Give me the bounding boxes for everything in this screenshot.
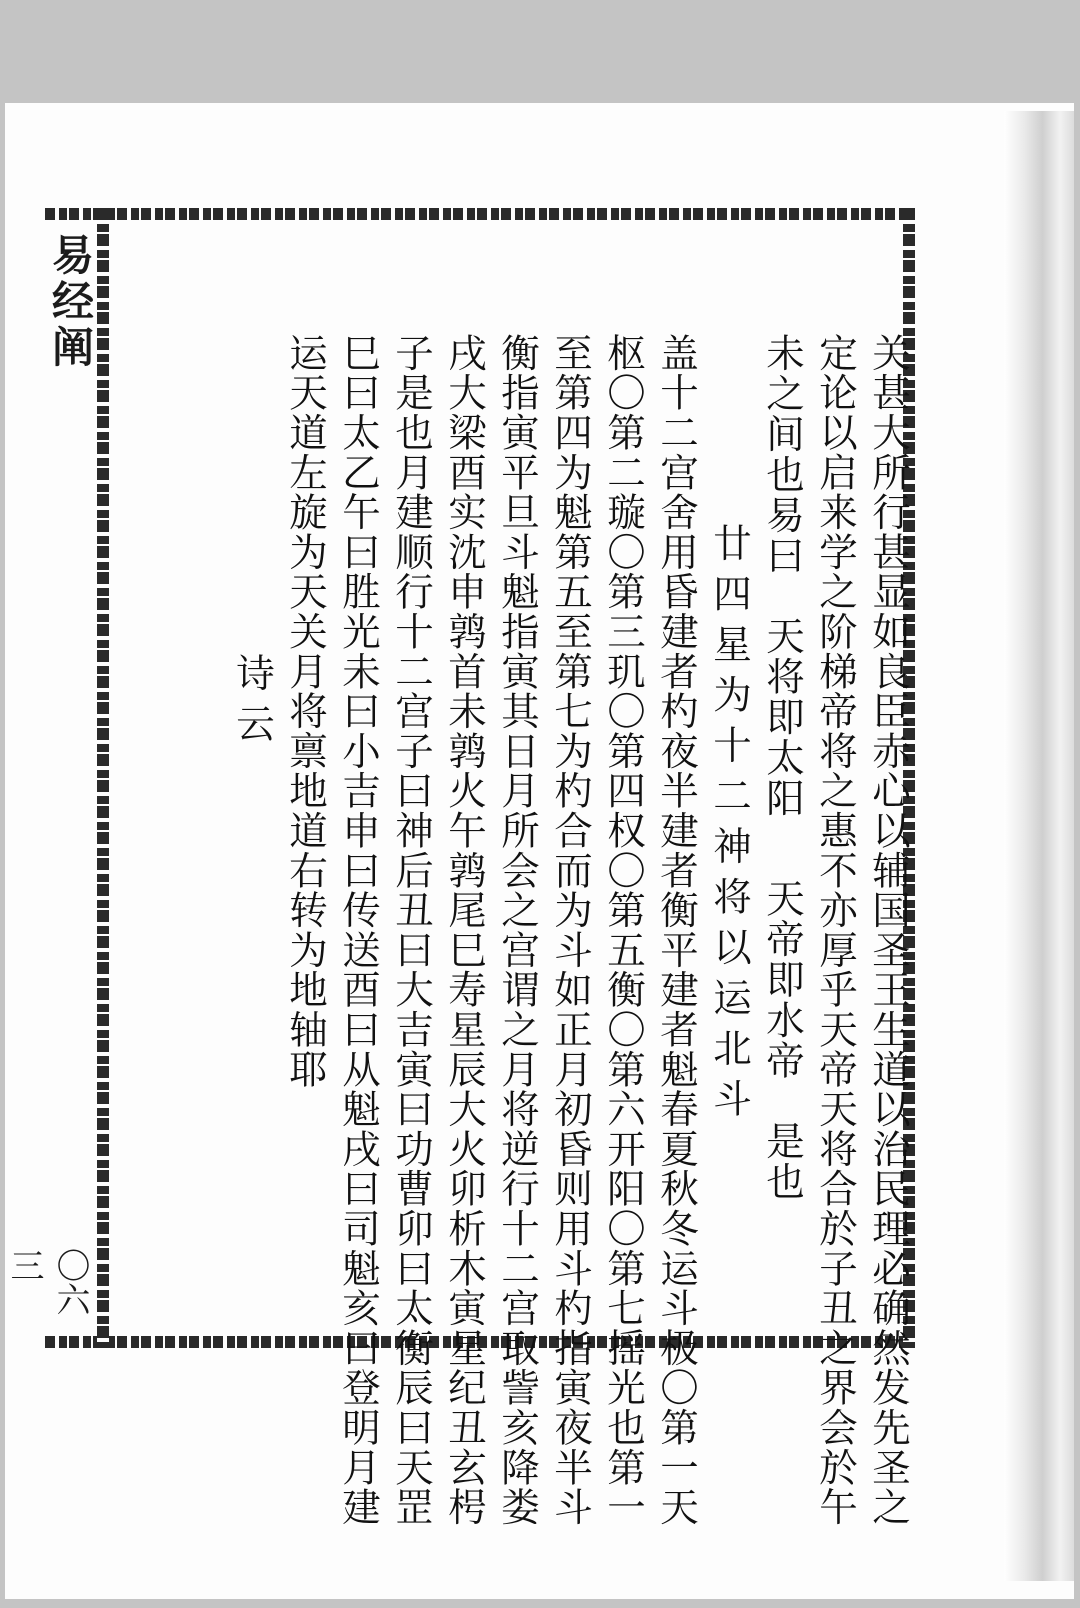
- text-column-2: 定论以启来学之阶梯帝将之惠不亦厚乎天帝天将合於子丑之界会於午: [813, 333, 858, 1527]
- book-spine-shadow: [1004, 111, 1074, 1581]
- text-column-11: 巳曰太乙午曰胜光未曰小吉申曰传送酉曰从魁戌曰司魁亥曰登明月建: [336, 333, 381, 1527]
- text-body: [230, 333, 915, 1527]
- section-heading: 廿四星为十二神将以运北斗: [707, 523, 752, 1129]
- margin-book-title: 易经阐: [46, 233, 95, 371]
- text-column-3: [756, 333, 809, 1393]
- text-column-3-part-c: 天帝即水帝: [760, 878, 805, 1081]
- text-column-7: 至第四为魁第五至第七为杓合而为斗如正月初昏则用斗杓指寅夜半斗: [548, 333, 593, 1527]
- text-column-6: 枢〇第二璇〇第三玑〇第四权〇第五衡〇第六开阳〇第七摇光也第一: [601, 333, 646, 1527]
- text-column-12: 运天道左旋为天关月将禀地道右转为地轴耶: [283, 333, 328, 1090]
- poem-label: 诗云: [230, 653, 275, 754]
- text-column-9: 戌大梁酉实沈申鹑首未鹑火午鹑尾巳寿星辰大火卯析木寅星纪丑玄枵: [442, 333, 487, 1527]
- book-page: [5, 103, 1074, 1599]
- ornamental-border: [4, 208, 915, 1527]
- border-left: [97, 208, 109, 1348]
- margin-page-number: 〇六三: [4, 1248, 90, 1316]
- text-column-5: 盖十二宫舍用昏建者杓夜半建者衡平建者魁春夏秋冬运斗极〇第一天: [654, 333, 699, 1527]
- text-column-3-part-d: 是也: [760, 1121, 805, 1202]
- text-column-1: 关甚大所行甚显如良臣赤心以辅国圣王生道以治民理必确然发先圣之: [866, 333, 911, 1527]
- text-column-10: 子是也月建顺行十二宫子曰神后丑曰大吉寅曰功曹卯曰太衡辰曰天罡: [389, 333, 434, 1527]
- text-column-8: 衡指寅平旦斗魁指寅其日月所会之宫谓之月将逆行十二宫取訾亥降娄: [495, 333, 540, 1527]
- text-column-3-part-a: 未之间也易曰: [760, 333, 805, 576]
- text-column-3-part-b: 天将即太阳: [760, 616, 805, 819]
- border-top: [45, 208, 915, 220]
